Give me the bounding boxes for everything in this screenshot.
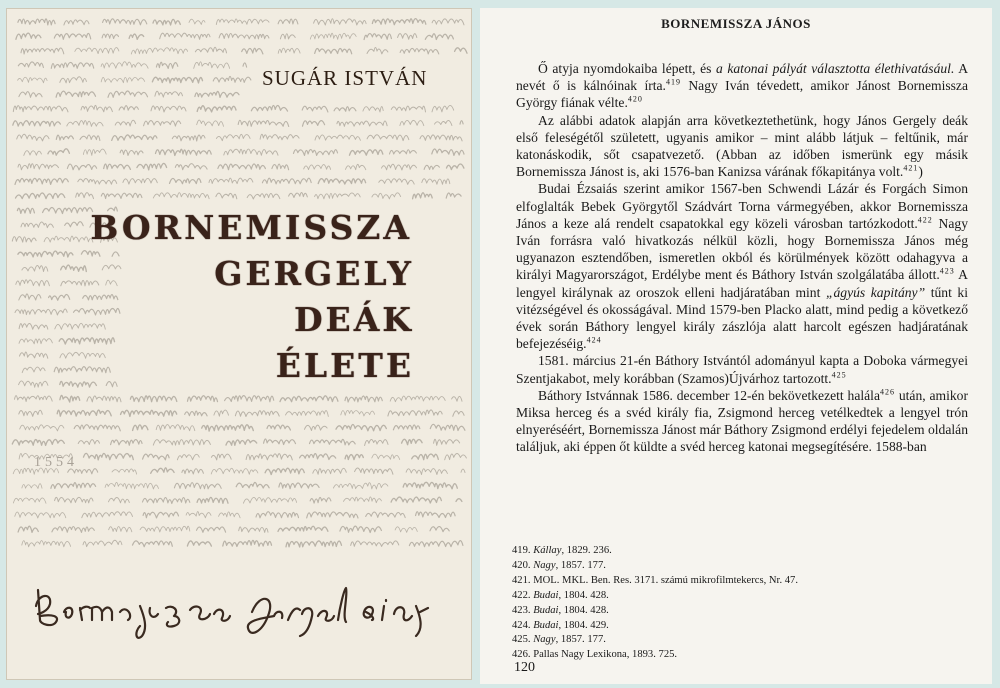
manuscript-stroke — [143, 454, 170, 460]
manuscript-stroke — [400, 120, 424, 125]
italic-phrase: a katonai pályát választotta élethivatásául. — [715, 61, 955, 76]
manuscript-stroke — [18, 251, 73, 257]
manuscript-stroke — [49, 294, 70, 300]
manuscript-stroke — [21, 48, 64, 54]
manuscript-stroke — [56, 135, 73, 140]
manuscript-stroke — [350, 150, 383, 155]
manuscript-stroke — [403, 482, 457, 488]
manuscript-stroke — [74, 308, 120, 315]
manuscript-stroke — [19, 339, 52, 344]
manuscript-stroke — [106, 280, 118, 286]
manuscript-stroke — [197, 120, 224, 126]
manuscript-stroke — [264, 439, 296, 445]
footnote: 425. Nagy, 1857. 177. — [512, 634, 606, 646]
manuscript-stroke — [144, 121, 181, 127]
manuscript-stroke — [390, 150, 417, 154]
manuscript-stroke — [19, 323, 48, 329]
manuscript-stroke — [216, 193, 237, 199]
manuscript-stroke — [16, 193, 65, 199]
manuscript-stroke — [388, 410, 442, 416]
manuscript-stroke — [364, 34, 391, 40]
manuscript-stroke — [219, 512, 241, 518]
manuscript-stroke — [346, 164, 366, 169]
manuscript-stroke — [236, 482, 269, 488]
manuscript-stroke — [197, 106, 236, 112]
manuscript-stroke — [83, 540, 122, 546]
manuscript-stroke — [84, 453, 134, 460]
paragraph: 1581. március 21-én Báthory Istvántól adományul kapta a Doboka vármegyei Szentjakabot, mely korábban (Szamos)Újvárhoz tartozott.$^{425}$ — [516, 353, 968, 386]
manuscript-stroke — [81, 251, 100, 257]
manuscript-stroke — [143, 498, 190, 504]
manuscript-stroke — [16, 33, 41, 39]
manuscript-stroke — [151, 106, 186, 112]
manuscript-stroke — [120, 150, 143, 155]
manuscript-stroke — [197, 497, 228, 503]
manuscript-stroke — [209, 178, 253, 183]
manuscript-stroke — [83, 295, 118, 300]
manuscript-stroke — [345, 454, 363, 459]
manuscript-stroke — [16, 280, 50, 286]
manuscript-stroke — [81, 105, 112, 111]
manuscript-stroke — [65, 222, 84, 227]
book-cover — [6, 8, 472, 680]
footnotes — [512, 544, 972, 663]
manuscript-stroke — [195, 47, 226, 53]
manuscript-stroke — [372, 193, 401, 199]
manuscript-stroke — [20, 425, 64, 431]
manuscript-stroke — [307, 512, 358, 518]
manuscript-stroke — [19, 410, 43, 416]
manuscript-stroke — [416, 512, 456, 518]
manuscript-stroke — [344, 497, 382, 503]
manuscript-stroke — [267, 425, 290, 430]
manuscript-stroke — [67, 164, 96, 170]
manuscript-stroke — [67, 121, 103, 127]
footnote-reference: 426 — [880, 387, 895, 397]
manuscript-stroke — [302, 106, 328, 112]
handwritten-signature — [30, 576, 430, 646]
manuscript-stroke — [435, 121, 452, 126]
manuscript-stroke — [13, 106, 68, 112]
manuscript-stroke — [409, 541, 463, 547]
manuscript-stroke — [280, 34, 295, 39]
manuscript-stroke — [279, 483, 319, 489]
manuscript-stroke — [108, 91, 148, 97]
manuscript-stroke — [425, 34, 453, 40]
manuscript-stroke — [453, 411, 464, 416]
manuscript-stroke — [119, 106, 138, 111]
manuscript-stroke — [54, 33, 90, 39]
manuscript-stroke — [177, 454, 199, 460]
manuscript-stroke — [315, 193, 361, 199]
manuscript-stroke — [24, 151, 42, 156]
manuscript-stroke — [133, 541, 173, 547]
manuscript-stroke — [366, 512, 406, 518]
manuscript-stroke — [372, 454, 400, 459]
manuscript-stroke — [224, 149, 278, 155]
manuscript-stroke — [318, 179, 365, 184]
footnote-reference: 424 — [586, 335, 602, 345]
manuscript-stroke — [195, 91, 239, 97]
manuscript-stroke — [197, 527, 226, 532]
italic-phrase: „ágyús kapitány” — [825, 284, 926, 300]
footnote-reference: 419 — [665, 77, 681, 87]
manuscript-stroke — [76, 193, 94, 199]
cover-title-line-3: DEÁK — [293, 300, 414, 339]
manuscript-stroke — [202, 425, 254, 431]
manuscript-stroke — [278, 19, 298, 24]
manuscript-stroke — [303, 121, 325, 127]
manuscript-stroke — [314, 19, 367, 25]
manuscript-stroke — [310, 497, 331, 503]
manuscript-stroke — [17, 208, 34, 213]
manuscript-stroke — [109, 527, 132, 532]
cover-author: SUGÁR ISTVÁN — [262, 66, 428, 90]
manuscript-stroke — [143, 512, 178, 518]
manuscript-stroke — [87, 396, 121, 402]
manuscript-stroke — [13, 121, 61, 126]
manuscript-stroke — [131, 48, 187, 54]
manuscript-stroke — [225, 396, 274, 402]
manuscript-stroke — [256, 512, 299, 518]
manuscript-stroke — [379, 179, 414, 185]
manuscript-stroke — [137, 163, 167, 169]
manuscript-stroke — [412, 454, 439, 460]
manuscript-stroke — [447, 164, 464, 170]
manuscript-stroke — [367, 135, 409, 141]
manuscript-stroke — [112, 252, 119, 256]
manuscript-stroke — [398, 34, 417, 40]
manuscript-stroke — [336, 424, 386, 430]
footnote-source: Nagy — [533, 559, 556, 571]
manuscript-stroke — [189, 19, 205, 24]
manuscript-stroke — [211, 468, 258, 474]
manuscript-stroke — [18, 77, 47, 83]
manuscript-stroke — [406, 469, 447, 475]
manuscript-stroke — [420, 135, 462, 141]
manuscript-stroke — [219, 33, 269, 38]
manuscript-stroke — [56, 91, 95, 97]
manuscript-stroke — [60, 381, 97, 387]
manuscript-stroke — [278, 526, 328, 531]
manuscript-stroke — [432, 149, 464, 155]
footnote-source: Budai — [533, 589, 559, 601]
manuscript-stroke — [218, 164, 266, 170]
manuscript-stroke — [12, 439, 64, 445]
manuscript-stroke — [140, 526, 190, 532]
footnote-reference: 423 — [939, 266, 955, 276]
manuscript-stroke — [265, 468, 304, 474]
manuscript-stroke — [187, 541, 211, 546]
manuscript-stroke — [43, 208, 93, 214]
manuscript-stroke — [242, 48, 263, 54]
manuscript-stroke — [106, 382, 117, 387]
manuscript-stroke — [432, 105, 454, 111]
manuscript-stroke — [61, 265, 87, 271]
manuscript-stroke — [251, 106, 287, 112]
manuscript-stroke — [18, 62, 43, 68]
footnote-source: Nagy — [533, 634, 556, 646]
manuscript-stroke — [260, 134, 299, 140]
manuscript-stroke — [402, 439, 423, 444]
manuscript-stroke — [112, 135, 157, 140]
page-number: 120 — [514, 660, 535, 675]
manuscript-stroke — [64, 20, 89, 25]
manuscript-stroke — [391, 497, 441, 503]
manuscript-stroke — [372, 19, 425, 25]
footnote-source: Kállay — [533, 545, 562, 556]
manuscript-stroke — [246, 454, 292, 460]
manuscript-stroke — [75, 48, 119, 54]
manuscript-stroke — [216, 19, 269, 25]
manuscript-stroke — [313, 468, 347, 474]
manuscript-stroke — [18, 164, 59, 170]
manuscript-stroke — [395, 527, 417, 533]
manuscript-stroke — [60, 395, 80, 402]
manuscript-stroke — [185, 411, 207, 416]
manuscript-stroke — [17, 134, 49, 141]
manuscript-stroke — [156, 425, 195, 431]
manuscript-stroke — [102, 34, 118, 38]
manuscript-stroke — [59, 338, 114, 344]
manuscript-stroke — [294, 150, 338, 156]
manuscript-stroke — [80, 135, 100, 141]
manuscript-stroke — [104, 164, 131, 169]
manuscript-stroke — [54, 367, 110, 373]
manuscript-stroke — [19, 92, 42, 98]
manuscript-stroke — [51, 483, 96, 489]
manuscript-stroke — [101, 193, 142, 198]
manuscript-stroke — [305, 425, 328, 430]
manuscript-year: 1554 — [34, 455, 78, 470]
manuscript-stroke — [243, 497, 296, 503]
manuscript-stroke — [102, 265, 121, 270]
manuscript-stroke — [300, 454, 336, 460]
manuscript-stroke — [153, 193, 209, 199]
manuscript-stroke — [393, 425, 419, 430]
manuscript-stroke — [103, 19, 147, 25]
book-page — [480, 8, 992, 684]
manuscript-stroke — [15, 309, 67, 315]
manuscript-stroke — [214, 410, 229, 416]
manuscript-stroke — [247, 194, 280, 199]
cover-title-line-2: GERGELY — [214, 254, 414, 293]
manuscript-stroke — [456, 499, 462, 502]
footnote: 421. MOL. MKL. Ben. Res. 3171. számú mikrofilmtekercs, Nr. 47. — [512, 574, 798, 586]
manuscript-stroke — [334, 107, 356, 111]
paragraph: Az alábbi adatok alapján arra következtethetünk, hogy János Gergely deák első feleségétől született, ugyanis amikor – mint alább látjuk – feltűnik, már katonáskodik, sőt csapatvezető. (Abban az időben ismerünk egy másik Bornemissza Jánost is, aki 1576-ban Kanizsa várának főkapitánya volt.$^{421}$) — [516, 112, 968, 180]
manuscript-stroke — [21, 222, 53, 228]
manuscript-stroke — [78, 178, 117, 184]
manuscript-stroke — [239, 527, 268, 532]
manuscript-stroke — [152, 77, 202, 83]
manuscript-stroke — [15, 178, 68, 184]
footnote-source: Budai — [533, 604, 559, 616]
manuscript-stroke — [133, 425, 148, 431]
footnote: 423. Budai, 1804. 428. — [512, 604, 609, 616]
manuscript-stroke — [22, 367, 45, 373]
manuscript-stroke — [78, 440, 99, 445]
footnote-reference: 420 — [627, 94, 643, 104]
manuscript-stroke — [333, 483, 388, 489]
footnote-reference: 425 — [831, 370, 847, 380]
manuscript-stroke — [211, 454, 231, 460]
manuscript-stroke — [286, 541, 342, 547]
manuscript-stroke — [109, 497, 130, 503]
manuscript-stroke — [74, 425, 120, 431]
manuscript-stroke — [19, 294, 41, 300]
manuscript-stroke — [460, 121, 463, 124]
manuscript-stroke — [151, 468, 174, 473]
footnote: 424. Budai, 1804. 429. — [512, 619, 609, 631]
manuscript-stroke — [153, 440, 210, 446]
manuscript-stroke — [101, 62, 148, 69]
manuscript-stroke — [424, 165, 439, 169]
manuscript-stroke — [18, 19, 55, 25]
manuscript-stroke — [461, 469, 465, 472]
manuscript-stroke — [289, 193, 308, 198]
manuscript-stroke — [351, 541, 399, 547]
manuscript-stroke — [272, 164, 289, 170]
manuscript-stroke — [455, 48, 467, 53]
manuscript-stroke — [235, 411, 279, 417]
manuscript-stroke — [15, 396, 53, 402]
manuscript-stroke — [213, 76, 251, 82]
manuscript-stroke — [182, 469, 204, 474]
body-text — [516, 60, 968, 456]
manuscript-stroke — [280, 396, 338, 402]
manuscript-stroke — [60, 352, 105, 358]
manuscript-stroke — [434, 439, 460, 445]
manuscript-stroke — [174, 483, 221, 489]
manuscript-stroke — [22, 265, 48, 271]
manuscript-stroke — [61, 280, 99, 286]
manuscript-stroke — [430, 527, 449, 532]
manuscript-stroke — [52, 527, 94, 533]
manuscript-stroke — [315, 49, 352, 54]
manuscript-stroke — [15, 512, 66, 518]
manuscript-stroke — [243, 63, 247, 67]
manuscript-stroke — [367, 48, 388, 54]
manuscript-stroke — [44, 236, 93, 242]
manuscript-stroke — [19, 381, 48, 387]
manuscript-stroke — [445, 454, 467, 460]
manuscript-stroke — [341, 410, 375, 416]
manuscript-stroke — [315, 135, 360, 140]
manuscript-stroke — [430, 424, 465, 430]
manuscript-stroke — [390, 396, 445, 402]
footnote-source: Budai — [533, 619, 559, 631]
manuscript-stroke — [172, 135, 205, 141]
manuscript-stroke — [363, 107, 383, 112]
manuscript-stroke — [432, 19, 464, 25]
manuscript-stroke — [18, 526, 38, 532]
manuscript-stroke — [111, 440, 142, 446]
paragraph: Ő atyja nyomdokaiba lépett, és a katonai pályát választotta élethivatásául. A nevét ő is kálnóinak írta.$^{419}$ Nagy Iván tévedett, amikor Jánost Bornemissza György fiának vélte.$^{420}$ — [516, 61, 969, 111]
manuscript-stroke — [156, 149, 212, 155]
manuscript-stroke — [175, 164, 207, 170]
footnote: 419. Kállay, 1829. 236. — [512, 545, 612, 556]
manuscript-stroke — [304, 165, 331, 170]
manuscript-stroke — [121, 410, 177, 416]
manuscript-stroke — [413, 193, 433, 199]
footnote: 426. Pallas Nagy Lexikona, 1893. 725. — [512, 649, 678, 661]
manuscript-stroke — [226, 440, 257, 445]
manuscript-stroke — [170, 178, 201, 183]
manuscript-stroke — [340, 526, 382, 532]
manuscript-stroke — [51, 62, 93, 68]
manuscript-stroke — [153, 19, 180, 25]
footnote: 420. Nagy, 1857. 177. — [512, 559, 606, 571]
manuscript-stroke — [60, 77, 87, 83]
manuscript-stroke — [55, 323, 106, 329]
manuscript-stroke — [422, 179, 450, 185]
manuscript-stroke — [262, 178, 311, 184]
manuscript-stroke — [155, 91, 183, 97]
manuscript-stroke — [355, 468, 393, 474]
manuscript-stroke — [83, 149, 106, 155]
manuscript-stroke — [446, 193, 461, 198]
manuscript-stroke — [101, 77, 145, 82]
manuscript-stroke — [194, 62, 230, 69]
manuscript-stroke — [238, 120, 289, 126]
running-head: BORNEMISSZA JÁNOS — [661, 16, 811, 31]
manuscript-stroke — [22, 541, 71, 547]
manuscript-stroke — [188, 396, 218, 402]
manuscript-stroke — [156, 62, 177, 68]
manuscript-stroke — [310, 439, 356, 445]
manuscript-stroke — [382, 164, 417, 170]
manuscript-stroke — [123, 178, 157, 184]
paragraph: Báthory Istvánnak 1586. december 12-én bekövetkezett halála$^{426}$ után, amikor Miksa herceg és a svéd király fia, Zsigmond herceg vetélkedtek a lengyel trón elnyeréséért, Bornemissza Jánost már Báthory Zsigmond erdélyi fejedelem oldalán találjuk, aki éppen őt küldte a svéd herceg katonai megsegítésére. 1588-ban — [516, 387, 968, 455]
manuscript-stroke — [57, 410, 111, 416]
manuscript-stroke — [216, 134, 250, 140]
manuscript-stroke — [286, 411, 329, 417]
footnote-reference: 421 — [903, 163, 919, 173]
manuscript-stroke — [391, 106, 425, 112]
manuscript-stroke — [345, 396, 382, 402]
paragraph: Budai Ézsaiás szerint amikor 1567-ben Schwendi Lázár és Forgách Simon elfoglalták Bebek Györgytől Szádvárt Torna vármegyében, akkor Bornemissza János a keze alá rendelt csapatokkal egy közeli városban tartózkodott.$^{422}$ Nagy Iván forrásra való hivatkozás nélkül közli, hogy Bornemissza János még ugyanazon esztendőben, ismeretlen okból és körülmények között odahagyva a királyi Magyarországot, Erdélybe ment és Báthory István szolgálatába állott.$^{423}$ A lengyel királynak az oroszok elleni hadjáratában mint „ágyús kapitány” tűnt ki vitézségével és okosságával. Mind 1579-ben Placko alatt, mind pedig a következő évek során Báthory lengyel király zászlója alatt harcolt egészen hadjáratának befejezéséig.$^{424}$ — [516, 181, 968, 352]
cover-title-line-1: BORNEMISSZA — [90, 208, 412, 247]
manuscript-stroke — [105, 482, 158, 489]
footnote-reference: 422 — [917, 215, 933, 225]
manuscript-stroke — [160, 33, 210, 39]
manuscript-stroke — [452, 396, 462, 401]
manuscript-stroke — [365, 439, 388, 445]
manuscript-stroke — [223, 540, 272, 546]
manuscript-stroke — [400, 48, 439, 54]
manuscript-stroke — [12, 237, 36, 242]
manuscript-stroke — [55, 497, 93, 503]
manuscript-stroke — [82, 512, 133, 518]
manuscript-stroke — [48, 149, 70, 155]
manuscript-stroke — [186, 512, 211, 518]
manuscript-stroke — [20, 352, 48, 358]
manuscript-stroke — [278, 48, 300, 53]
manuscript-stroke — [112, 469, 137, 474]
footnote: 422. Budai, 1804. 428. — [512, 589, 609, 601]
manuscript-stroke — [13, 498, 46, 503]
manuscript-stroke — [129, 34, 144, 39]
manuscript-stroke — [115, 120, 135, 126]
manuscript-stroke — [310, 33, 356, 39]
manuscript-stroke — [22, 484, 42, 489]
manuscript-stroke — [130, 396, 176, 402]
cover-title-line-4: ÉLETE — [275, 346, 414, 385]
manuscript-stroke — [337, 121, 387, 126]
